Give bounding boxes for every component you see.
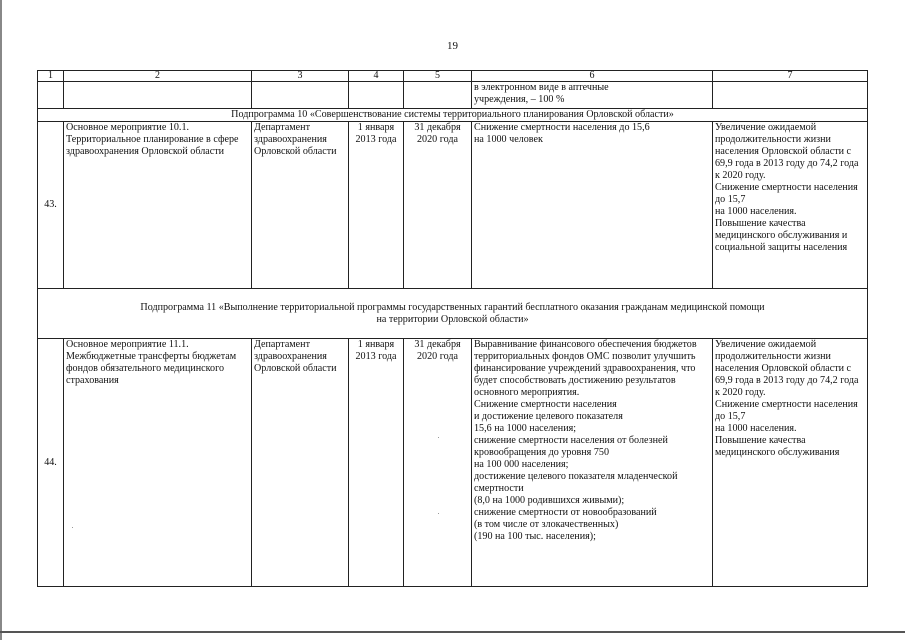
end-date-cell: 31 декабря 2020 года <box>404 122 472 289</box>
column-number-row <box>38 71 868 82</box>
column-number: 4 <box>349 71 404 82</box>
start-date-cell: 1 января 2013 года <box>349 339 404 587</box>
end-date-cell: 31 декабря 2020 года <box>404 339 472 587</box>
subprogram-10-row <box>38 109 868 122</box>
result-cell: Снижение смертности населения до 15,6 на 1000 человек <box>472 122 713 289</box>
table-row-44 <box>38 339 868 587</box>
program-table <box>37 70 868 587</box>
scan-speck <box>438 513 439 514</box>
department-cell: Департамент здравоохранения Орловской области <box>252 339 349 587</box>
effect-cell: Увеличение ожидаемой продолжительности жизни населения Орловской области с 69,9 года в 2013 году до 74,2 года к 2020 году. Снижение смертности населения до 15,7 на 1000 населения. Повышение качества медицинского обслуживания <box>713 339 868 587</box>
column-number: 6 <box>472 71 713 82</box>
scan-left-edge <box>0 0 2 640</box>
start-date-cell: 1 января 2013 года <box>349 122 404 289</box>
subprogram-11-title: Подпрограмма 11 «Выполнение территориальной программы государственных гарантий бесплатного оказания гражданам медицинской помощи на территории Орловской области» <box>38 289 868 339</box>
column-number: 3 <box>252 71 349 82</box>
department-cell: Департамент здравоохранения Орловской области <box>252 122 349 289</box>
column-number: 7 <box>713 71 868 82</box>
event-cell: Основное мероприятие 10.1. Территориальное планирование в сфере здравоохранения Орловской области <box>64 122 252 289</box>
scan-speck <box>438 437 439 438</box>
effect-cell: Увеличение ожидаемой продолжительности жизни населения Орловской области с 69,9 года в 2013 году до 74,2 года к 2020 году. Снижение смертности населения до 15,7 на 1000 населения. Повышение качества медицинского обслуживания и социальной защиты населения <box>713 122 868 289</box>
page-number: 19 <box>447 40 458 52</box>
result-cell: Выравнивание финансового обеспечения бюджетов территориальных фондов ОМС позволит улучшить финансирование учреждений здравоохранения, что будет способствовать достижению результатов основного мероприятия. Снижение смертности населения и достижение целевого показателя 15,6 на 1000 населения; снижение смертности населения от болезней кровообращения до уровня 750 на 100 000 населения; достижение целевого показателя младенческой смертности (8,0 на 1000 родившихся живыми); снижение смертности от новообразований (в том числе от злокачественных) (190 на 100 тыс. населения); <box>472 339 713 587</box>
subprogram-11-row <box>38 289 868 339</box>
column-number: 2 <box>64 71 252 82</box>
event-cell: Основное мероприятие 11.1. Межбюджетные трансферты бюджетам фондов обязательного медицинского страхования <box>64 339 252 587</box>
table-row-43 <box>38 122 868 289</box>
scan-speck <box>72 527 73 528</box>
continuation-result-cell: в электронном виде в аптечные учреждения, – 100 % <box>472 82 713 109</box>
scan-bottom-edge <box>0 631 905 633</box>
continuation-row <box>38 82 868 109</box>
column-number: 5 <box>404 71 472 82</box>
row-number: 43. <box>38 122 64 289</box>
subprogram-10-title: Подпрограмма 10 «Совершенствование системы территориального планирования Орловской области» <box>38 109 868 122</box>
column-number: 1 <box>38 71 64 82</box>
row-number: 44. <box>38 339 64 587</box>
